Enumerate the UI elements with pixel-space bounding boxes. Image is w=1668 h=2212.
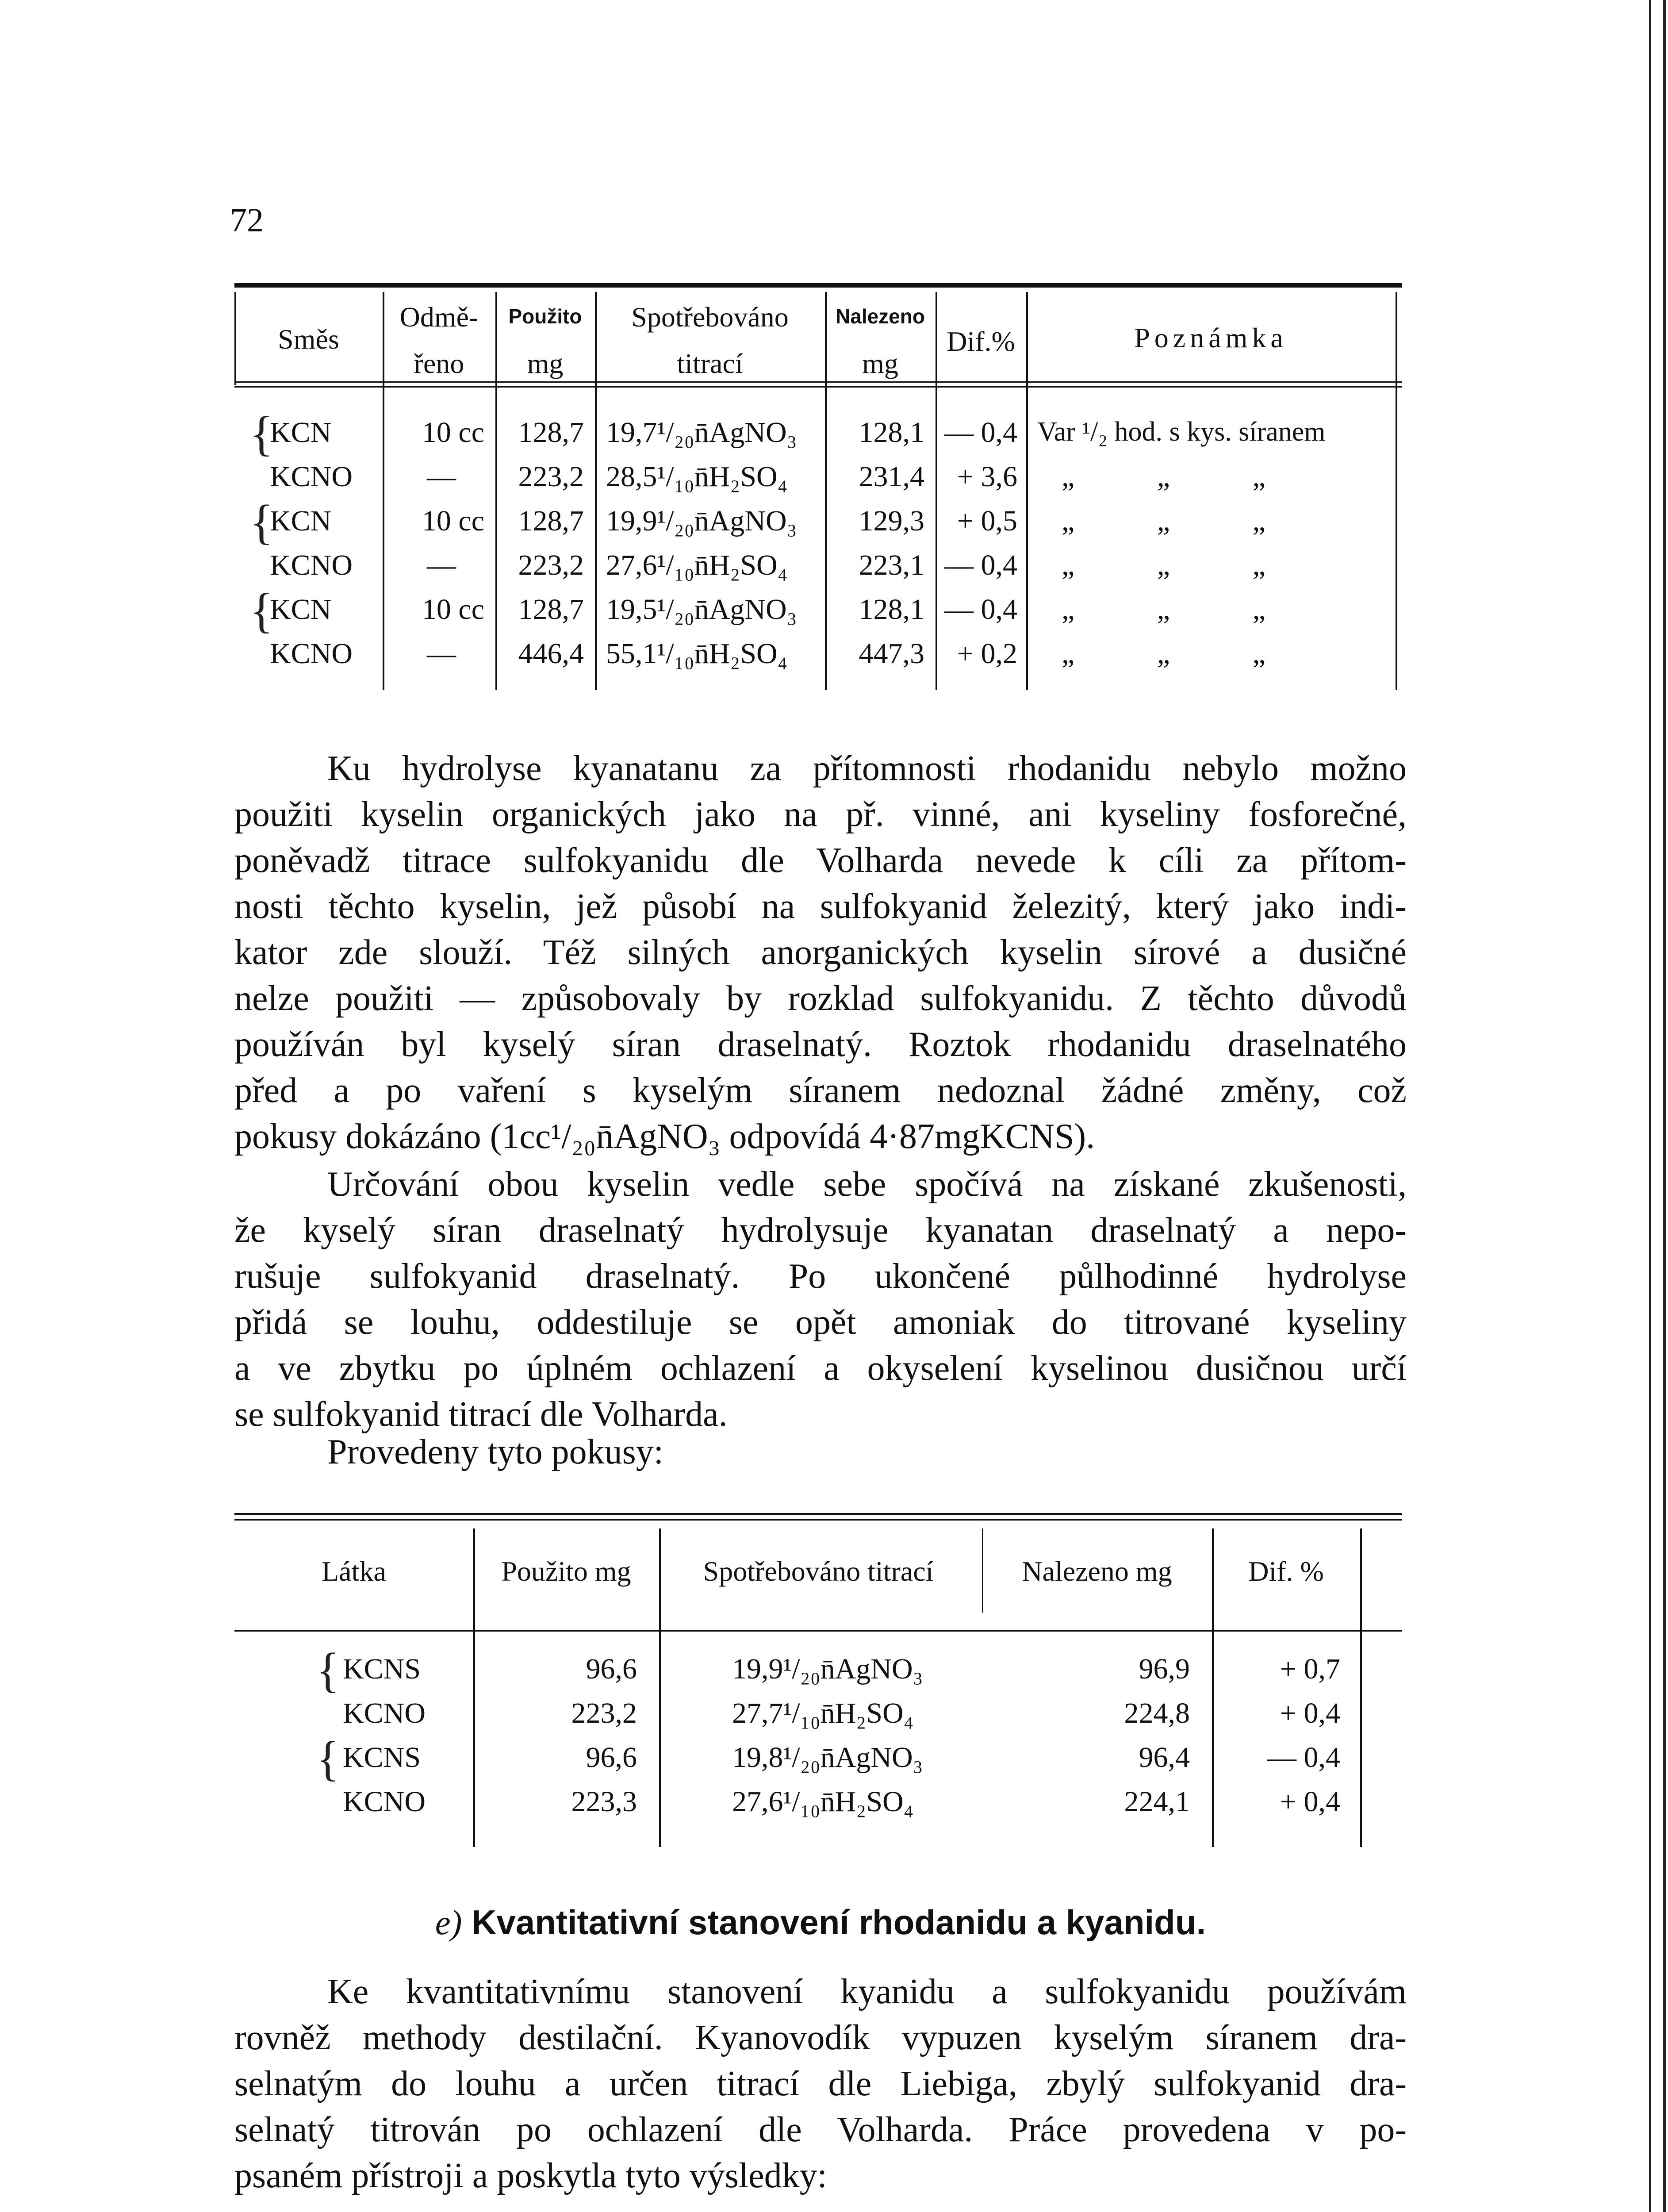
brace-icon: { [316,1643,340,1697]
row-nalezeno: 447,3 [859,637,924,670]
text-line: poněvadž titrace sulfokyanidu dle Volharda nevede k cíli za přítom- [234,841,1407,880]
row-poznamka-ditto: „ „ „ [1062,549,1265,581]
text-line: psaném přístroji a poskytla tyto výsledky: [234,2156,827,2195]
brace-icon: { [316,1732,340,1786]
row-spotreba: 19,7¹/₂₀n̄AgNO₃ [606,416,797,449]
row-spotreba: 19,8¹/₂₀n̄AgNO₃ [732,1741,923,1774]
header-spotrebovano: Spotřebováno [631,301,789,333]
row-latka: KCNO [270,549,353,581]
row-spotreba: 28,5¹/₁₀n̄H₂SO₄ [606,461,788,493]
page-number: 72 [230,202,264,239]
header-odmereno: Odmě- [399,301,479,333]
header-nalezeno-unit: mg [862,348,898,379]
row-poznamka-ditto: „ „ „ [1062,637,1265,670]
row-spotreba: 27,6¹/₁₀n̄H₂SO₄ [732,1786,914,1818]
text-line: rovněž methody destilační. Kyanovodík vypuzen kyselým síranem dra- [234,2018,1407,2057]
brace-icon: { [250,407,273,461]
header-poznamka: Poznámka [1134,322,1288,353]
table-top-rule [234,1519,1402,1521]
row-dif: + 0,4 [1280,1786,1340,1818]
row-pouzito: 128,7 [518,593,584,626]
row-pouzito: 96,6 [586,1741,637,1774]
header-odmereno: řeno [414,348,464,379]
paragraph-hydrolysis [234,745,1407,1160]
table-top-rule [234,1513,1402,1515]
text-line: před a po vaření s kyselým síranem nedoznal žádné změny, což [234,1071,1407,1110]
row-latka: KCNO [270,637,353,670]
text-line: nelze použiti — způsobovaly by rozklad sulfokyanidu. Z těchto důvodů [234,979,1407,1018]
row-poznamka-ditto: „ „ „ [1062,505,1265,537]
row-odmereno: 10 cc [422,416,484,449]
row-spotreba: 19,5¹/₂₀n̄AgNO₃ [606,593,797,626]
brace-icon: { [250,584,273,637]
row-odmereno: — [427,461,456,493]
row-nalezeno: 231,4 [859,461,924,493]
row-pouzito: 128,7 [518,416,584,449]
row-nalezeno: 128,1 [859,416,924,449]
text-line: použiti kyselin organických jako na př. vinné, ani kyseliny fosforečné, [234,795,1407,834]
page-edge-shadow [1649,0,1651,2212]
text-line: používán byl kyselý síran draselnatý. Roztok rhodanidu draselnatého [234,1025,1407,1064]
row-poznamka-ditto: „ „ „ [1062,593,1265,626]
header-pouzito: Použito [508,305,582,328]
row-nalezeno: 223,1 [859,549,924,581]
text-line: pokusy dokázáno (1cc¹/₂₀n̄AgNO₃ odpovídá 4·87mgKCNS). [234,1117,1095,1156]
text-line: se sulfokyanid titrací dle Volharda. [234,1395,728,1434]
header-rule [234,386,1402,388]
row-spotreba: 27,7¹/₁₀n̄H₂SO₄ [732,1697,914,1729]
header-smes: Směs [278,323,339,355]
row-latka: KCN [270,593,332,626]
row-latka: KCNO [270,461,353,493]
row-pouzito: 223,2 [571,1697,637,1729]
row-pouzito: 223,2 [518,549,584,581]
row-dif: — 0,4 [944,416,1017,449]
text-line: že kyselý síran draselnatý hydrolysuje kyanatan draselnatý a nepo- [234,1211,1407,1250]
header-spotrebovano: titrací [677,348,743,379]
header-dif: Dif.% [947,326,1015,357]
row-latka: KCNO [343,1697,426,1729]
row-latka: KCNS [343,1653,421,1685]
text-line: Provedeny tyto pokusy: [327,1432,663,1471]
row-dif: — 0,4 [1267,1741,1340,1774]
row-spotreba: 19,9¹/₂₀n̄AgNO₃ [732,1653,923,1685]
row-nalezeno: 224,1 [1124,1786,1190,1818]
row-pouzito: 96,6 [586,1653,637,1685]
text-line: přidá se louhu, oddestiluje se opět amoniak do titrované kyseliny [234,1303,1407,1342]
row-dif: + 3,6 [957,461,1017,493]
section-heading [234,1902,1407,1943]
row-nalezeno: 96,4 [1139,1741,1190,1774]
row-pouzito: 128,7 [518,505,584,537]
paragraph-determination [234,1161,1407,1437]
text-line: selnatým do louhu a určen titrací dle Liebiga, zbylý sulfokyanid dra- [234,2064,1407,2103]
text-line: rušuje sulfokyanid draselnatý. Po ukončené půlhodinné hydrolyse [234,1257,1407,1296]
column-rule [1360,1528,1362,1847]
row-odmereno: 10 cc [422,505,484,537]
header-pouzito-unit: mg [527,348,564,379]
section-title: Kvantitativní stanovení rhodanidu a kyanidu. [472,1903,1206,1942]
titration-table-2 [234,1513,1402,1845]
header-nalezeno: Nalezeno mg [1022,1555,1172,1587]
text-line: a ve zbytku po úplném ochlazení a okyselení kyselinou dusičnou určí [234,1349,1407,1388]
header-rule [234,381,1402,383]
row-dif: — 0,4 [944,593,1017,626]
paragraph-experiments [234,1429,1407,1475]
header-rule [234,1630,1402,1632]
page-edge-shadow [1663,0,1666,2212]
row-pouzito: 223,2 [518,461,584,493]
row-pouzito: 446,4 [518,637,584,670]
table-top-rule [234,283,1402,288]
paragraph-quantitative [234,1969,1407,2199]
row-latka: KCN [270,505,332,537]
row-dif: + 0,5 [957,505,1017,537]
header-dif: Dif. % [1248,1555,1324,1587]
header-latka: Látka [322,1555,386,1587]
row-odmereno: 10 cc [422,593,484,626]
row-odmereno: — [427,549,456,581]
row-latka: KCN [270,416,332,449]
text-line: kator zde slouží. Též silných anorganických kyselin sírové a dusičné [234,933,1407,972]
brace-icon: { [250,495,273,549]
row-latka: KCNO [343,1786,426,1818]
row-nalezeno: 96,9 [1139,1653,1190,1685]
text-line: Určování obou kyselin vedle sebe spočívá na získané zkušenosti, [327,1165,1407,1204]
row-latka: KCNS [343,1741,421,1774]
row-nalezeno: 128,1 [859,593,924,626]
text-line: selnatý titrován po ochlazení dle Volharda. Práce provedena v po- [234,2110,1407,2149]
row-dif: — 0,4 [944,549,1017,581]
row-dif: + 0,2 [957,637,1017,670]
section-letter: e) [435,1903,462,1942]
row-dif: + 0,7 [1280,1653,1340,1685]
header-pouzito: Použito mg [501,1555,631,1587]
row-spotreba: 19,9¹/₂₀n̄AgNO₃ [606,505,797,537]
text-line: Ke kvantitativnímu stanovení kyanidu a sulfokyanidu používám [327,1972,1407,2011]
row-spotreba: 27,6¹/₁₀n̄H₂SO₄ [606,549,788,581]
row-poznamka-ditto: „ „ „ [1062,461,1265,493]
header-nalezeno: Nalezeno [836,305,925,328]
row-pouzito: 223,3 [571,1786,637,1818]
text-line: nosti těchto kyselin, jež působí na sulfokyanid železitý, který jako indi- [234,887,1407,926]
row-odmereno: — [427,637,456,670]
row-nalezeno: 224,8 [1124,1697,1190,1729]
text-line: Ku hydrolyse kyanatanu za přítomnosti rhodanidu nebylo možno [327,749,1407,788]
row-spotreba: 55,1¹/₁₀n̄H₂SO₄ [606,637,788,670]
row-dif: + 0,4 [1280,1697,1340,1729]
row-nalezeno: 129,3 [859,505,924,537]
row-poznamka: Var ¹/₂ hod. s kys. síranem [1037,417,1326,447]
header-spotrebovano: Spotřebováno titrací [703,1555,934,1587]
titration-table-1 [234,283,1402,695]
column-rule [1396,292,1397,690]
